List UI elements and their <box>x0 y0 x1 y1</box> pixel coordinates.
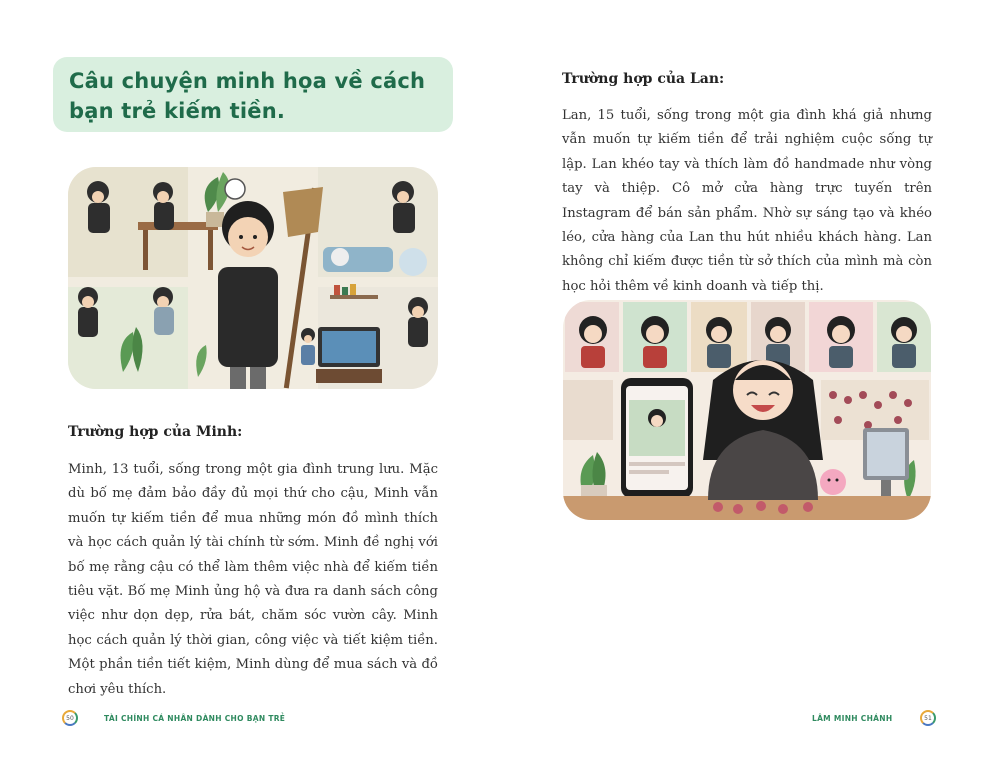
lan-case-text: Lan, 15 tuổi, sống trong một gia đình khá giả nhưng vẫn muốn tự kiếm tiền để trải nghiệm cuộc sống tự lập. Lan khéo tay và thích làm đồ handmade như vòng tay và thiệp. Cô mở cửa hàng trực tuyến trên Instagram để bán sản phẩm. Nhờ sự sáng tạo và khéo léo, cửa hàng của Lan thu hút nhiều khách hàng. Lan không chỉ kiếm được tiền từ sở thích của mình mà còn học hỏi thêm về kinh doanh và tiếp thị. <box>562 108 932 294</box>
minh-case-heading: Trường hợp của Minh: <box>68 424 243 440</box>
right-page <box>500 0 1000 761</box>
page-number-left: 50 <box>66 714 74 722</box>
lan-case-heading: Trường hợp của Lan: <box>562 71 725 87</box>
lan-illustration <box>563 300 931 520</box>
title-box <box>53 57 453 132</box>
footer-author: LÂM MINH CHÁNH <box>812 714 893 723</box>
page-title: Câu chuyện minh họa về cách bạn trẻ kiếm tiền. <box>69 69 426 123</box>
page-number-right: 51 <box>924 714 932 722</box>
page-number-badge-right <box>920 710 936 726</box>
minh-chores-image <box>68 167 438 389</box>
page-number-badge-left <box>62 710 78 726</box>
lan-handmade-shop-image <box>563 300 931 520</box>
minh-illustration <box>68 167 438 389</box>
footer-book-title: TÀI CHÍNH CÁ NHÂN DÀNH CHO BẠN TRẺ <box>104 714 286 723</box>
minh-case-text: Minh, 13 tuổi, sống trong một gia đình trung lưu. Mặc dù bố mẹ đảm bảo đầy đủ mọi thứ cho cậu, Minh vẫn muốn tự kiếm tiền để mua những món đồ mình thích và học cách quản lý tài chính từ sớm. Minh đề nghị với bố mẹ rằng cậu có thể làm thêm việc nhà để kiếm tiền tiêu vặt. Bố mẹ Minh ủng hộ và đưa ra danh sách công việc như dọn dẹp, rửa bát, chăm sóc vườn cây. Minh học cách quản lý thời gian, công việc và tiết kiệm tiền. Một phần tiền tiết kiệm, Minh dùng để mua sách và đồ chơi yêu thích. <box>68 462 438 697</box>
